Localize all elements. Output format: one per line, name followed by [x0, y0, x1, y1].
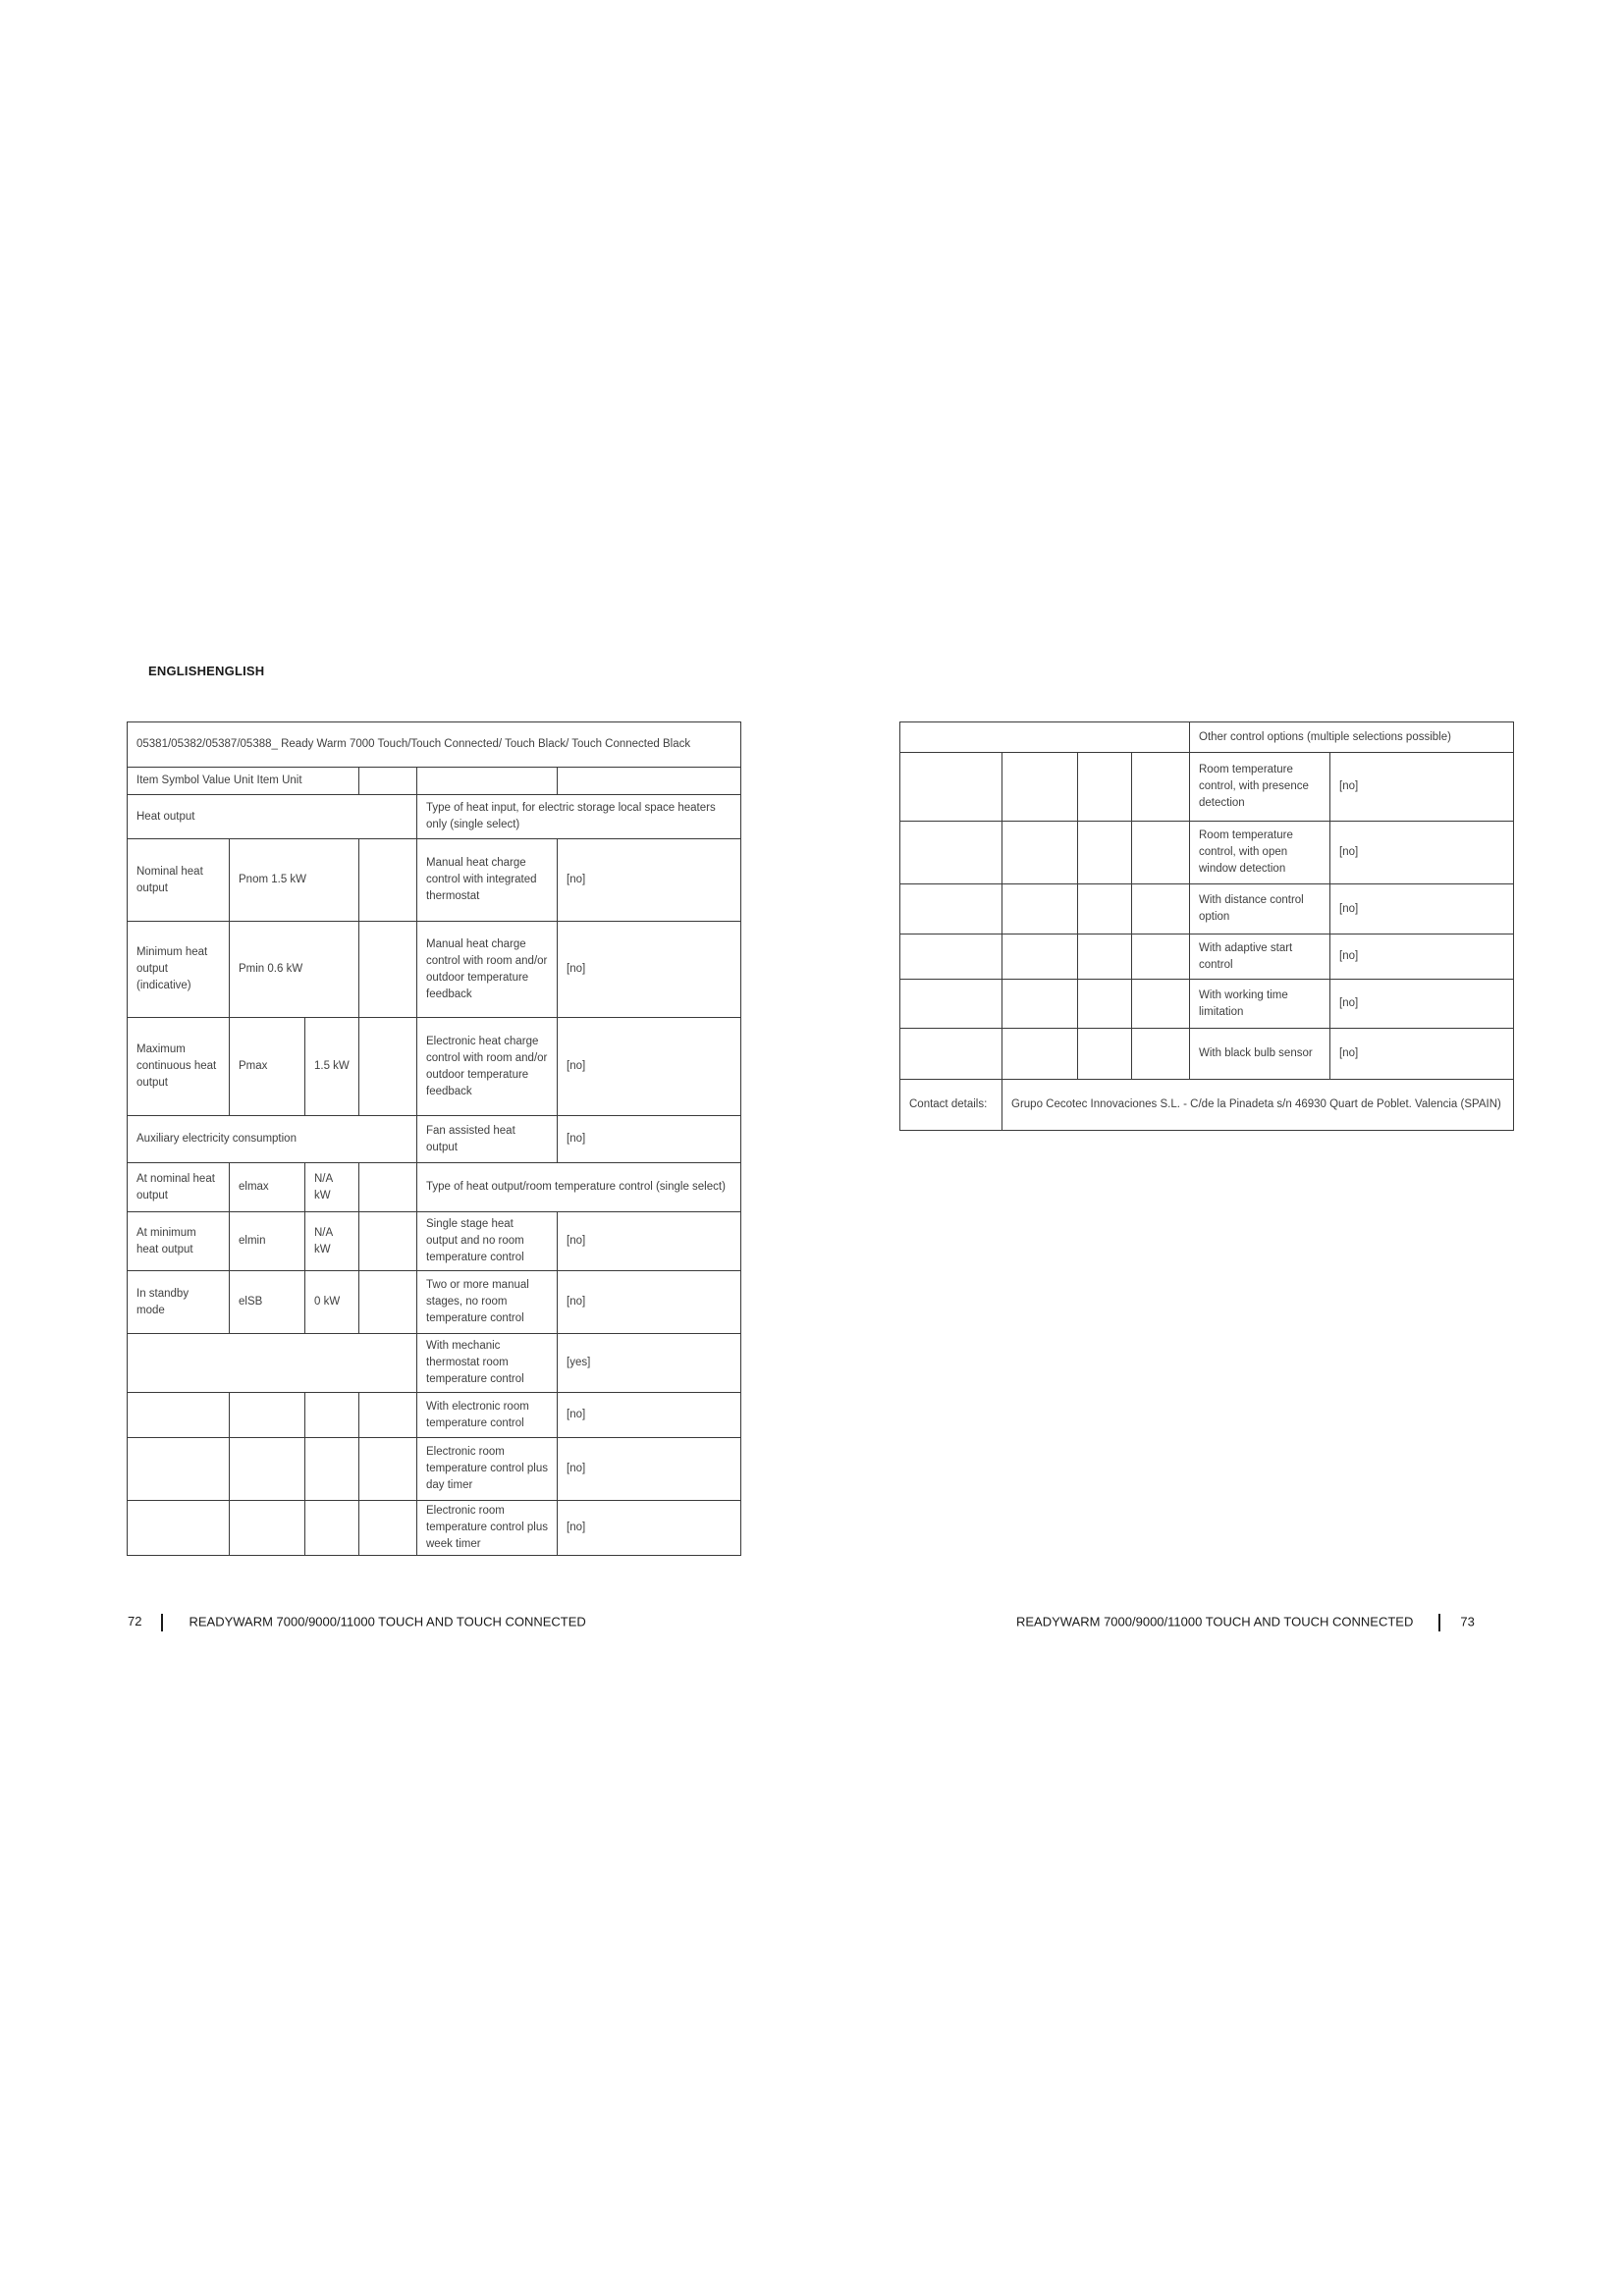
empty-cell: [1002, 884, 1078, 934]
minimum-heat-output-item: Minimum heat output (indicative): [128, 922, 230, 1018]
empty-cell: [1078, 753, 1132, 822]
black-bulb-answer: [no]: [1330, 1029, 1514, 1080]
empty-cell: [1132, 753, 1190, 822]
adaptive-start-option: With adaptive start control: [1190, 934, 1330, 980]
footer-divider: [1438, 1614, 1440, 1631]
empty-cell: [1078, 980, 1132, 1029]
electronic-charge-option: Electronic heat charge control with room and/or outdoor temperature feedback: [417, 1018, 558, 1116]
empty-cell: [359, 1271, 417, 1334]
adaptive-start-answer: [no]: [1330, 934, 1514, 980]
footer-left: [128, 1614, 586, 1631]
specification-table-right: [899, 721, 1514, 1131]
heat-output-label: Heat output: [128, 795, 417, 839]
empty-cell: [1002, 822, 1078, 884]
empty-cell: [900, 980, 1002, 1029]
empty-cell: [1078, 1029, 1132, 1080]
empty-cell: [128, 1438, 230, 1501]
empty-cell: [1132, 822, 1190, 884]
single-stage-answer: [no]: [558, 1212, 741, 1271]
empty-cell: [305, 1501, 359, 1556]
empty-cell: [359, 768, 417, 795]
empty-cell: [1132, 980, 1190, 1029]
mechanic-thermostat-answer: [yes]: [558, 1334, 741, 1393]
empty-cell: [558, 768, 741, 795]
footer-divider: [161, 1614, 163, 1631]
empty-cell: [359, 1018, 417, 1116]
electronic-charge-answer: [no]: [558, 1018, 741, 1116]
standby-symbol: elSB: [230, 1271, 305, 1334]
empty-cell: [230, 1501, 305, 1556]
empty-cell: [900, 934, 1002, 980]
electronic-room-answer: [no]: [558, 1393, 741, 1438]
empty-cell: [359, 1163, 417, 1212]
black-bulb-option: With black bulb sensor: [1190, 1029, 1330, 1080]
specification-table-left: [127, 721, 741, 1556]
empty-cell: [305, 1393, 359, 1438]
single-stage-option: Single stage heat output and no room temperature control: [417, 1212, 558, 1271]
maximum-heat-output-item: Maximum continuous heat output: [128, 1018, 230, 1116]
fan-assisted-option: Fan assisted heat output: [417, 1116, 558, 1163]
empty-cell: [128, 1393, 230, 1438]
at-minimum-value: N/A kW: [305, 1212, 359, 1271]
presence-detection-option: Room temperature control, with presence detection: [1190, 753, 1330, 822]
footer-right: [1016, 1614, 1475, 1631]
empty-cell: [128, 1501, 230, 1556]
empty-cell: [900, 822, 1002, 884]
auxiliary-consumption-label: Auxiliary electricity consumption: [128, 1116, 417, 1163]
footer-title: READYWARM 7000/9000/11000 TOUCH AND TOUCH CONNECTED: [1016, 1614, 1414, 1629]
empty-cell: [1002, 980, 1078, 1029]
empty-cell: [1078, 934, 1132, 980]
empty-cell: [1002, 753, 1078, 822]
empty-cell: [359, 922, 417, 1018]
column-header: Item Symbol Value Unit Item Unit: [128, 768, 359, 795]
distance-control-answer: [no]: [1330, 884, 1514, 934]
day-timer-answer: [no]: [558, 1438, 741, 1501]
at-minimum-symbol: elmin: [230, 1212, 305, 1271]
fan-assisted-answer: [no]: [558, 1116, 741, 1163]
empty-cell: [1078, 822, 1132, 884]
at-nominal-symbol: elmax: [230, 1163, 305, 1212]
week-timer-option: Electronic room temperature control plus week timer: [417, 1501, 558, 1556]
manual-charge-feedback-option: Manual heat charge control with room and/or outdoor temperature feedback: [417, 922, 558, 1018]
maximum-value: 1.5 kW: [305, 1018, 359, 1116]
empty-cell: [359, 1438, 417, 1501]
empty-cell: [900, 722, 1190, 753]
heat-input-type-label: Type of heat input, for electric storage local space heaters only (single select): [417, 795, 741, 839]
footer-title: READYWARM 7000/9000/11000 TOUCH AND TOUCH CONNECTED: [189, 1614, 586, 1629]
presence-detection-answer: [no]: [1330, 753, 1514, 822]
page-number: 73: [1460, 1614, 1475, 1629]
standby-item: In standby mode: [128, 1271, 230, 1334]
empty-cell: [359, 839, 417, 922]
empty-cell: [1002, 934, 1078, 980]
empty-cell: [900, 1029, 1002, 1080]
maximum-symbol: Pmax: [230, 1018, 305, 1116]
contact-label: Contact details:: [900, 1080, 1002, 1131]
empty-cell: [359, 1212, 417, 1271]
manual-charge-integrated-option: Manual heat charge control with integrated thermostat: [417, 839, 558, 922]
contact-value: Grupo Cecotec Innovaciones S.L. - C/de la Pinadeta s/n 46930 Quart de Poblet. Valencia (SPAIN): [1002, 1080, 1514, 1131]
empty-cell: [230, 1393, 305, 1438]
empty-cell: [1078, 884, 1132, 934]
manual-stages-answer: [no]: [558, 1271, 741, 1334]
empty-cell: [900, 753, 1002, 822]
empty-cell: [1132, 884, 1190, 934]
manual-charge-integrated-answer: [no]: [558, 839, 741, 922]
empty-cell: [900, 884, 1002, 934]
empty-cell: [1132, 1029, 1190, 1080]
nominal-heat-output-item: Nominal heat output: [128, 839, 230, 922]
empty-cell: [359, 1393, 417, 1438]
empty-cell: [128, 1334, 417, 1393]
working-time-option: With working time limitation: [1190, 980, 1330, 1029]
week-timer-answer: [no]: [558, 1501, 741, 1556]
empty-cell: [359, 1501, 417, 1556]
empty-cell: [230, 1438, 305, 1501]
manual-charge-feedback-answer: [no]: [558, 922, 741, 1018]
working-time-answer: [no]: [1330, 980, 1514, 1029]
distance-control-option: With distance control option: [1190, 884, 1330, 934]
nominal-symbol-value: Pnom 1.5 kW: [230, 839, 359, 922]
open-window-option: Room temperature control, with open window detection: [1190, 822, 1330, 884]
model-title: 05381/05382/05387/05388_ Ready Warm 7000 Touch/Touch Connected/ Touch Black/ Touch Connected Black: [128, 722, 741, 768]
empty-cell: [417, 768, 558, 795]
standby-value: 0 kW: [305, 1271, 359, 1334]
other-options-header: Other control options (multiple selections possible): [1190, 722, 1514, 753]
day-timer-option: Electronic room temperature control plus day timer: [417, 1438, 558, 1501]
electronic-room-option: With electronic room temperature control: [417, 1393, 558, 1438]
at-minimum-item: At minimum heat output: [128, 1212, 230, 1271]
manual-stages-option: Two or more manual stages, no room temperature control: [417, 1271, 558, 1334]
mechanic-thermostat-option: With mechanic thermostat room temperature control: [417, 1334, 558, 1393]
open-window-answer: [no]: [1330, 822, 1514, 884]
empty-cell: [1002, 1029, 1078, 1080]
page-number: 72: [128, 1614, 142, 1629]
language-header: ENGLISHENGLISH: [148, 664, 265, 678]
empty-cell: [305, 1438, 359, 1501]
control-type-label: Type of heat output/room temperature control (single select): [417, 1163, 741, 1212]
at-nominal-value: N/A kW: [305, 1163, 359, 1212]
minimum-symbol-value: Pmin 0.6 kW: [230, 922, 359, 1018]
at-nominal-item: At nominal heat output: [128, 1163, 230, 1212]
empty-cell: [1132, 934, 1190, 980]
